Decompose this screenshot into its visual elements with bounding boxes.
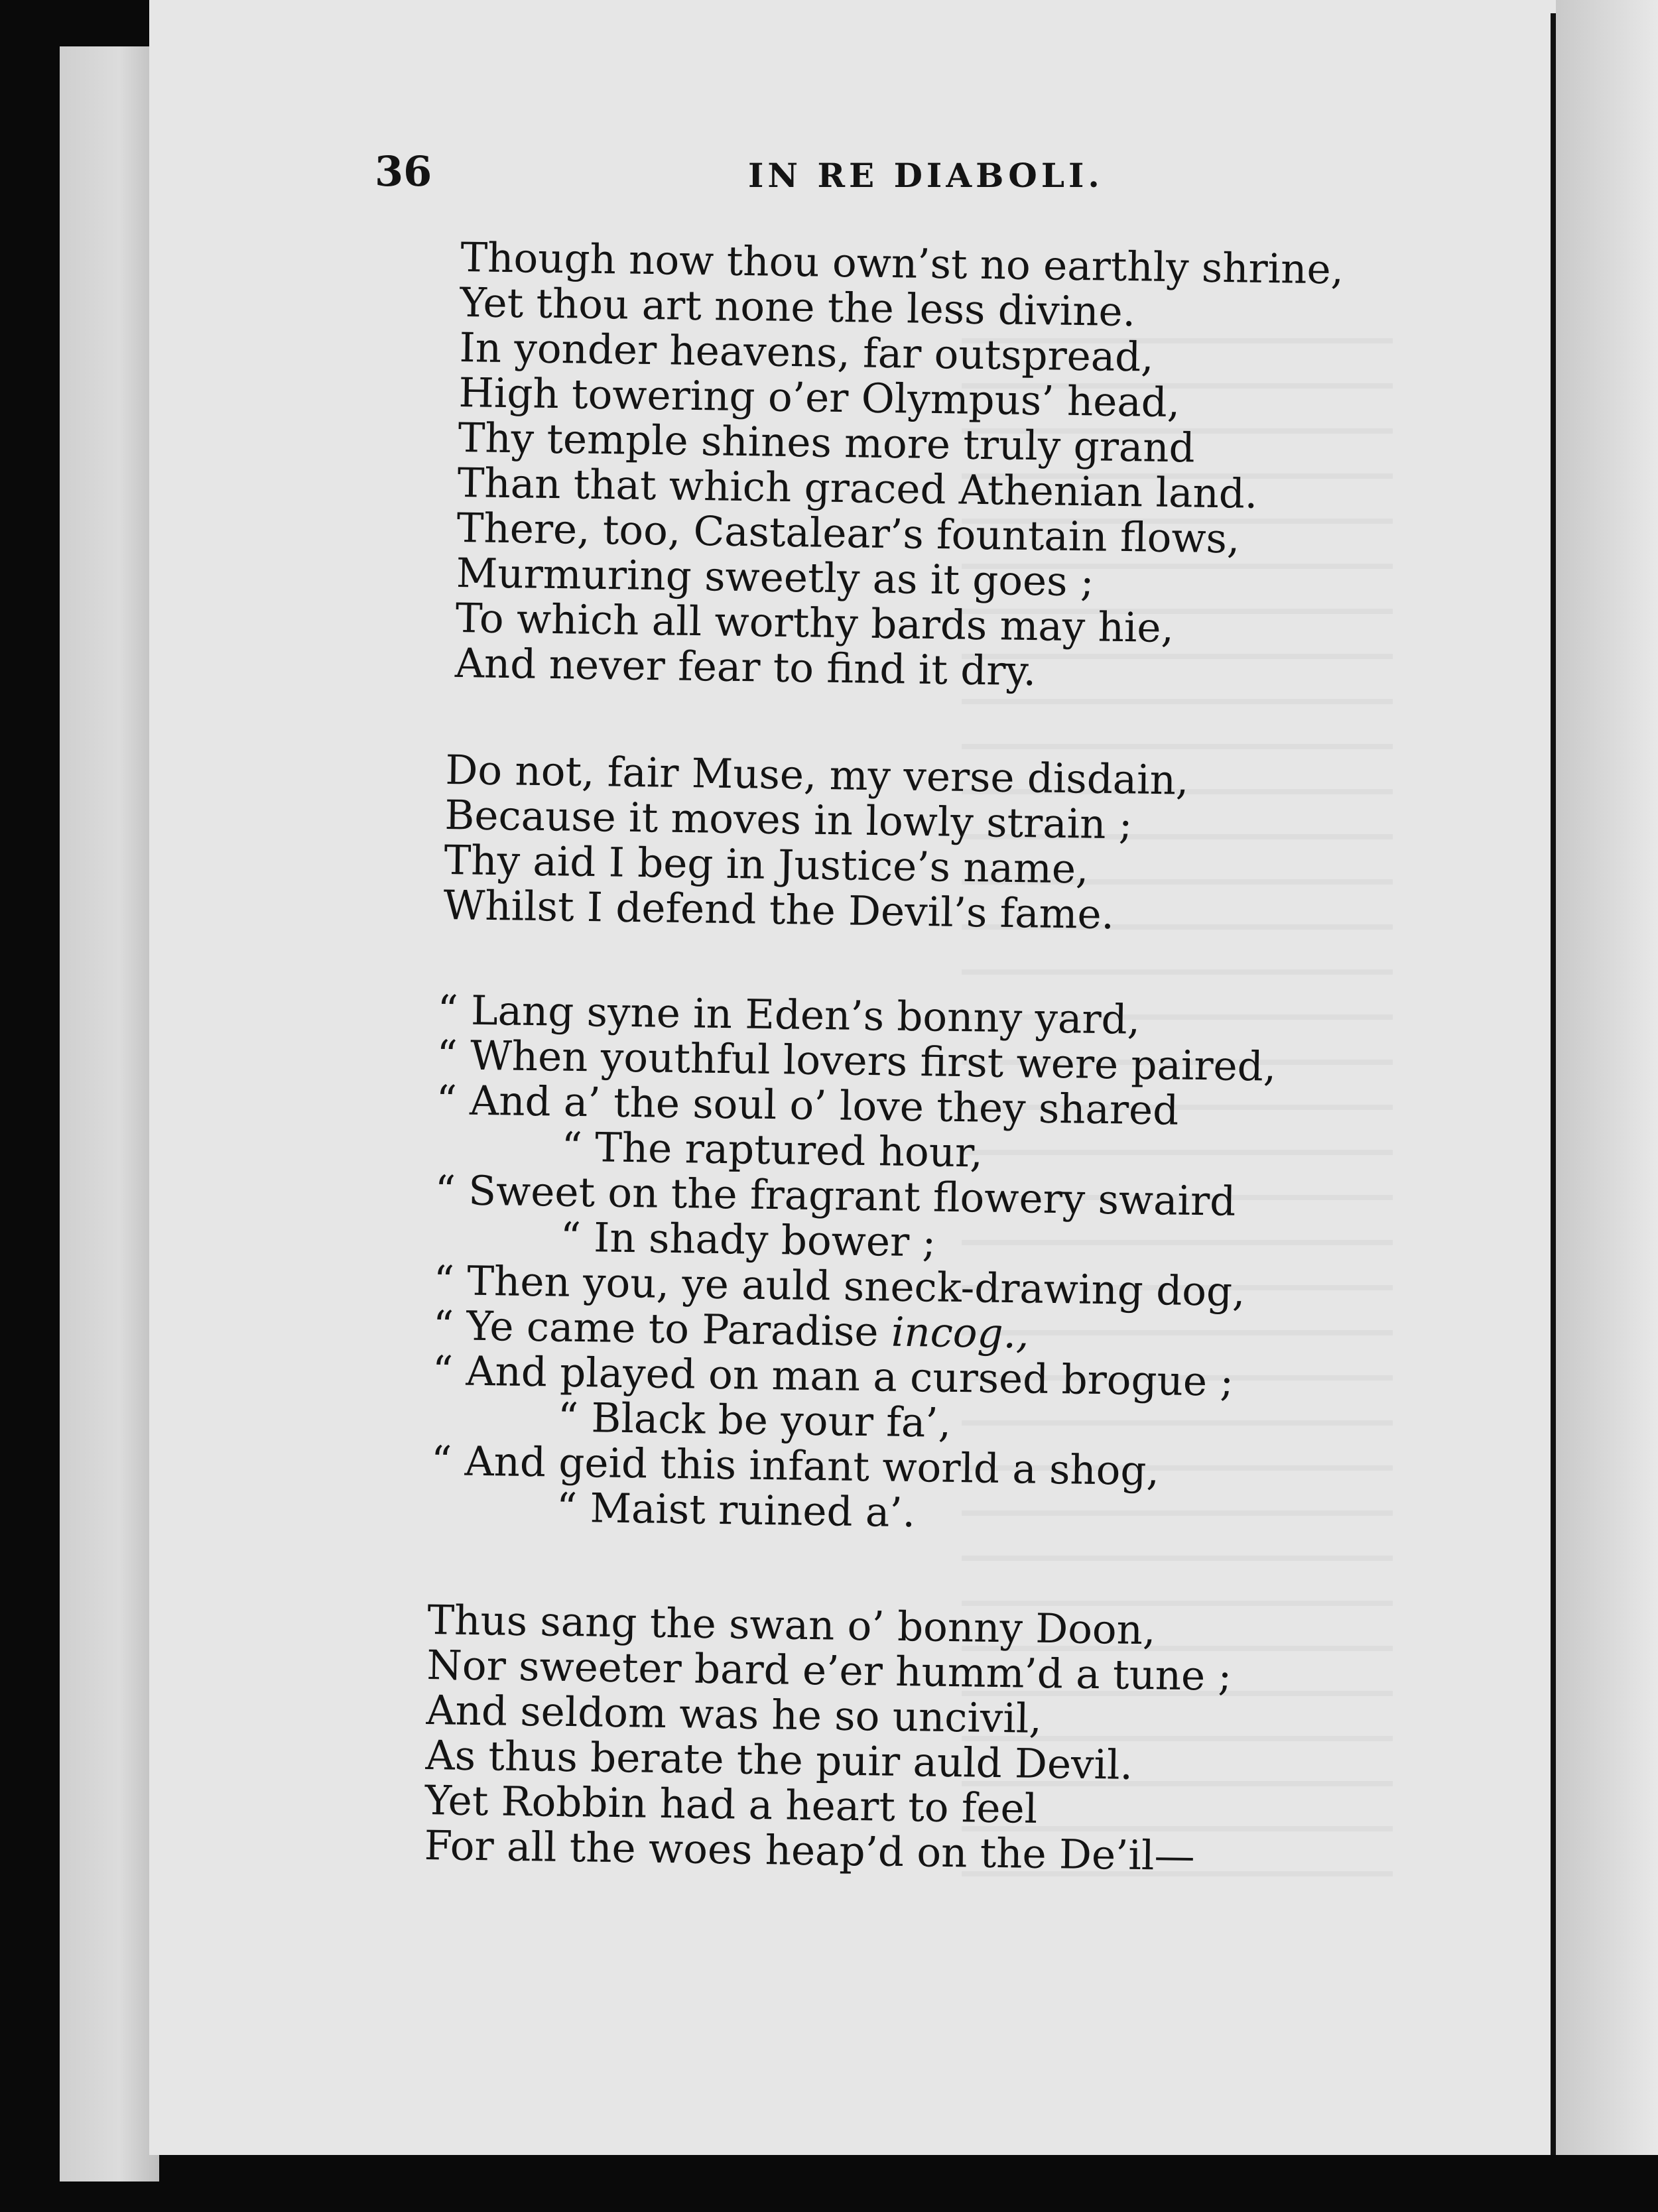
verse-line: “ Lang syne in Eden’s bonny yard, [437, 987, 1141, 1044]
verse-line: Thy temple shines more truly grand [458, 414, 1196, 472]
verse-line: Nor sweeter bard e’er humm’d a tune ; [426, 1641, 1232, 1700]
page-edge [60, 46, 159, 2181]
verse-line: “ Maist ruined a’. [556, 1484, 916, 1537]
verse-line: To which all worthy bards may hie, [455, 594, 1175, 652]
verse-line: Yet Robbin had a heart to feel [424, 1776, 1038, 1833]
stanza-1 [455, 235, 1344, 699]
page-number: 36 [375, 147, 432, 196]
verse-line: “ And played on man a cursed brogue ; [432, 1347, 1234, 1406]
verse-line: High towering o’er Olympus’ head, [458, 369, 1180, 427]
verse-line: Murmuring sweetly as it goes ; [456, 549, 1094, 606]
verse-line: And never fear to find it dry. [454, 639, 1037, 696]
verse-line: Thy aid I beg in Justice’s name, [444, 836, 1089, 893]
verse-line: Because it moves in lowly strain ; [444, 791, 1133, 849]
verse-line: “ Black be your fa’, [557, 1394, 952, 1447]
verse-line: Whilst I defend the Devil’s fame. [443, 881, 1115, 939]
verse-line: Than that which graced Athenian land. [457, 459, 1258, 518]
verse-line: Thus sang the swan o’ bonny Doon, [427, 1597, 1156, 1654]
verse-line: “ And a’ the soul o’ love they shared [436, 1076, 1179, 1135]
verse-line-text: “ Ye came to Paradise [432, 1302, 879, 1356]
facing-page-edge [1556, 0, 1658, 2155]
verse-line: “ In shady bower ; [560, 1213, 936, 1266]
stanza-3 [430, 988, 1277, 1541]
verse-line: And seldom was he so uncivil, [426, 1686, 1043, 1743]
verse-line: “ When youthful lovers first were paired, [436, 1031, 1277, 1091]
running-title: IN RE DIABOLI. [748, 156, 1104, 195]
verse-line: “ Sweet on the fragrant flowery swaird [434, 1166, 1236, 1225]
verse-line: Though now thou own’st no earthly shrine, [460, 234, 1344, 294]
stanza-2 [443, 748, 1189, 939]
verse-line: “ The raptured hour, [561, 1123, 984, 1177]
verse-line: As thus berate the puir auld Devil. [425, 1731, 1133, 1789]
verse-line: Do not, fair Muse, my verse disdain, [445, 747, 1189, 804]
verse-line: “ Then you, ye auld sneck-drawing dog, [433, 1257, 1245, 1316]
book-spine [1551, 13, 1556, 2155]
stanza-4 [424, 1598, 1232, 1880]
italic-word: incog., [891, 1308, 1029, 1358]
verse-line: In yonder heavens, far outspread, [459, 324, 1155, 381]
verse-line: Yet thou art none the less divine. [460, 278, 1136, 336]
verse-line: For all the woes heap’d on the De’il— [424, 1821, 1195, 1880]
verse-line: There, too, Castalear’s fountain flows, [456, 504, 1240, 563]
verse-line: “ And geid this infant world a shog, [430, 1437, 1160, 1495]
